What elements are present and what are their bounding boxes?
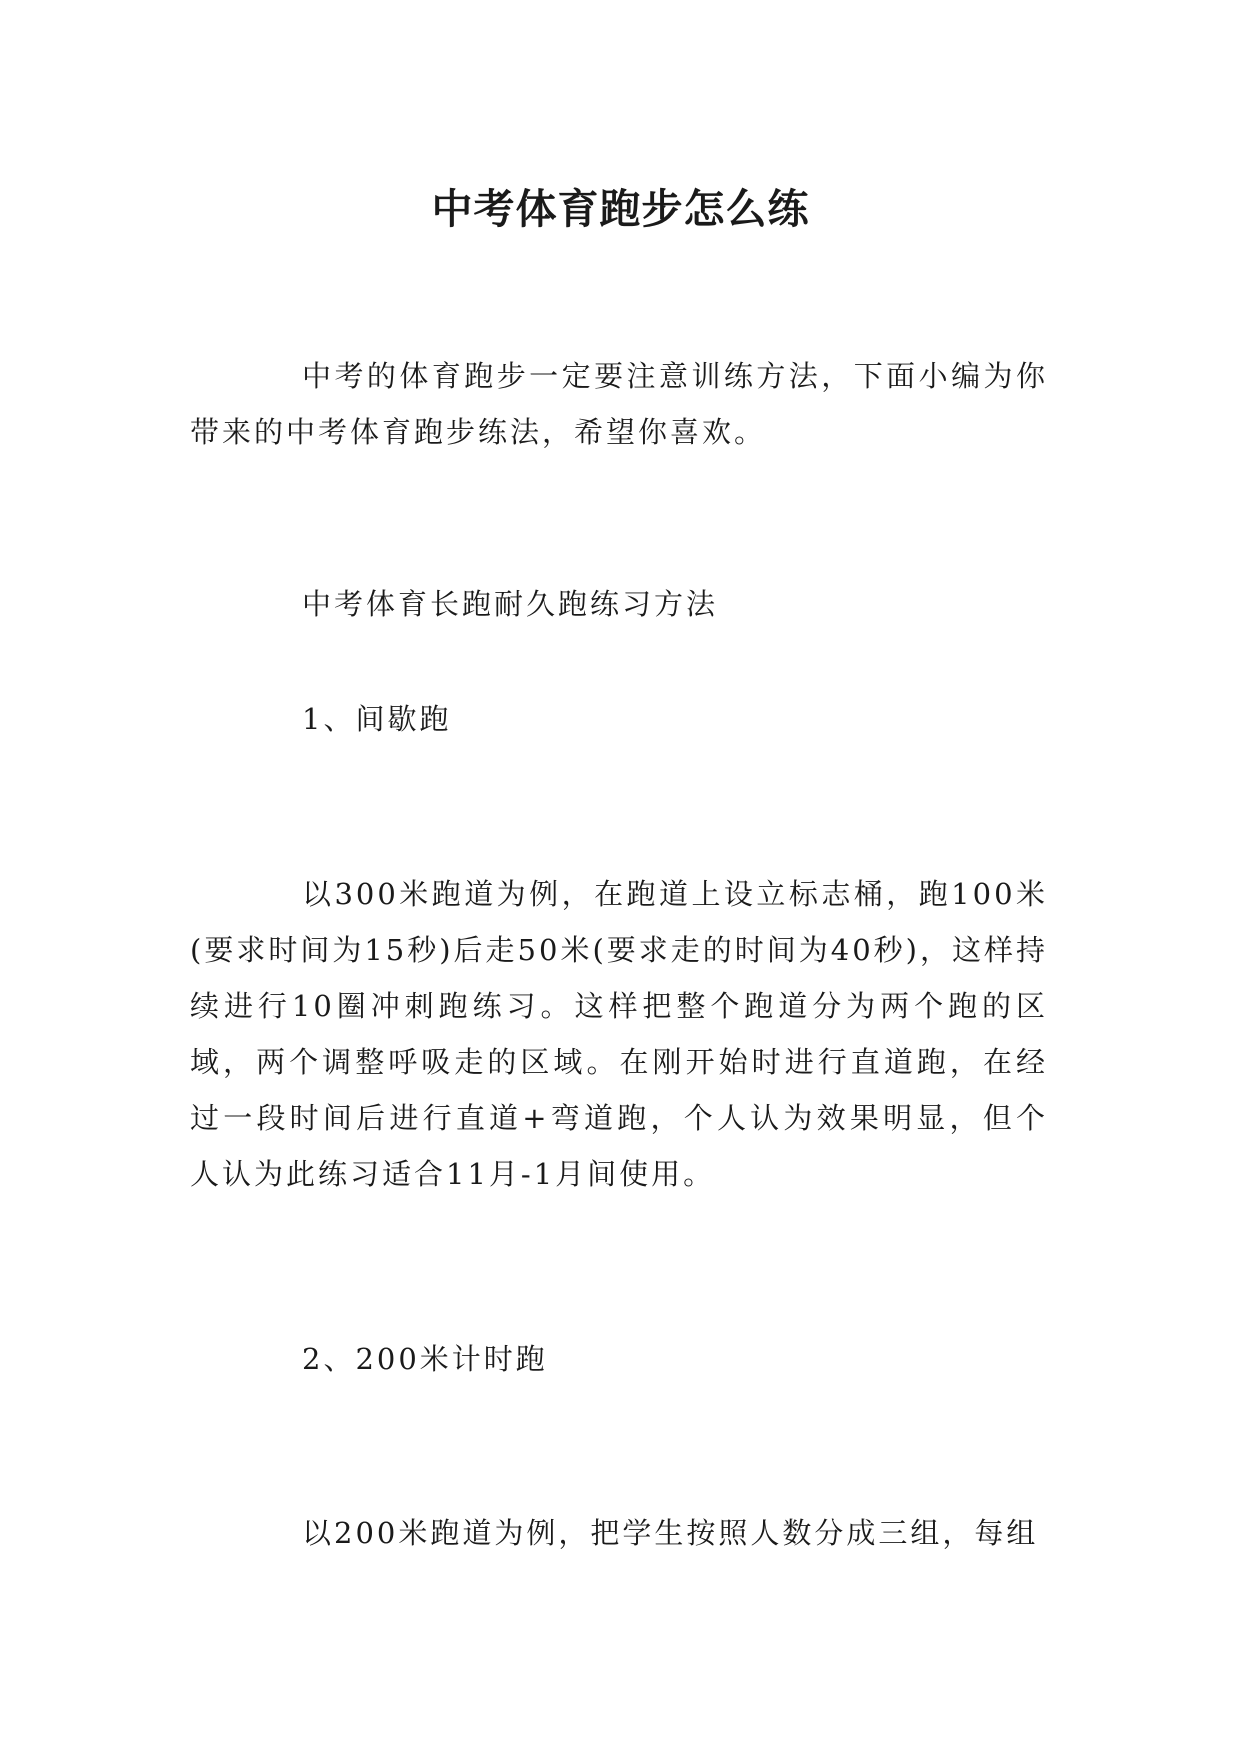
- document-title: 中考体育跑步怎么练: [431, 185, 810, 234]
- item2-paragraph: 以200米跑道为例，把学生按照人数分成三组，每组: [302, 1516, 1039, 1550]
- item2-heading: 2、200米计时跑: [302, 1342, 548, 1376]
- section-heading: 中考体育长跑耐久跑练习方法: [302, 587, 719, 621]
- item1-heading: 1、间歇跑: [302, 702, 452, 736]
- item1-paragraph: 以300米跑道为例，在跑道上设立标志桶，跑100米(要求时间为15秒)后走50米(要求走的时间为40秒)，这样持续进行10圈冲刺跑练习。这样把整个跑道分为两个跑的区域，两个调整呼吸走的区域。在刚开始时进行直道跑，在经过一段时间后进行直道+弯道跑，个人认为效果明显，但个人认为此练习适合11月-1月间使用。: [190, 877, 1048, 1191]
- intro-paragraph: 中考的体育跑步一定要注意训练方法，下面小编为你带来的中考体育跑步练法，希望你喜欢。: [190, 359, 1048, 449]
